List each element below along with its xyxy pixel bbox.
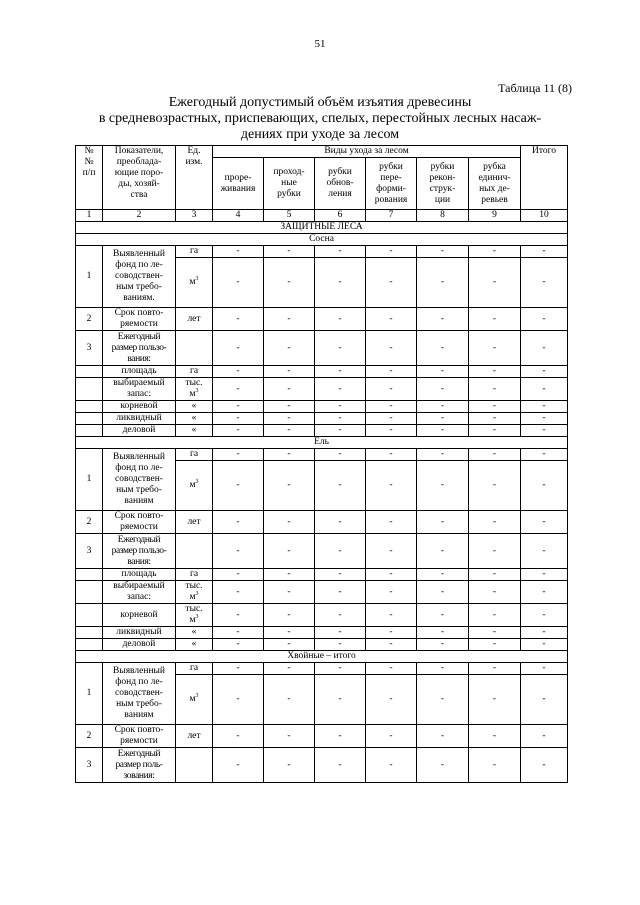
row-label: Ежегодный размер пользо- вания: — [103, 534, 176, 569]
value-cell: - — [417, 401, 469, 413]
value-cell: - — [315, 569, 366, 581]
value-cell: - — [469, 258, 521, 308]
value-cell: - — [366, 569, 417, 581]
value-cell: - — [521, 246, 568, 258]
column-number: 7 — [366, 210, 417, 222]
value-cell: - — [521, 449, 568, 461]
unit-cell — [176, 725, 213, 748]
row-number — [76, 581, 103, 604]
value-cell: - — [315, 413, 366, 425]
row-number — [76, 569, 103, 581]
unit-superscript: 3 — [195, 692, 199, 699]
row-number: 2 — [76, 725, 103, 748]
value-cell: - — [366, 511, 417, 534]
row-number: 2 — [76, 511, 103, 534]
header-total: Итого — [521, 146, 568, 210]
title-line: Ежегодный допустимый объём изъятия древесины — [168, 95, 472, 110]
value-cell: - — [366, 378, 417, 401]
value-cell: - — [213, 675, 264, 725]
value-cell: - — [469, 534, 521, 569]
section-title: ЗАЩИТНЫЕ ЛЕСА — [76, 222, 568, 234]
value-cell: - — [213, 258, 264, 308]
value-cell: - — [417, 331, 469, 366]
table-title — [70, 95, 570, 143]
header-unit: Ед. изм. — [176, 146, 213, 210]
unit-text: « — [191, 639, 197, 649]
unit-text: « — [191, 413, 197, 423]
value-cell: - — [315, 401, 366, 413]
value-cell: - — [213, 413, 264, 425]
unit-text: м — [189, 277, 196, 287]
value-cell: - — [417, 569, 469, 581]
value-cell: - — [469, 308, 521, 331]
value-cell: - — [521, 378, 568, 401]
value-cell: - — [213, 725, 264, 748]
value-cell: - — [366, 675, 417, 725]
value-cell: - — [469, 627, 521, 639]
value-cell: - — [417, 639, 469, 651]
table-row — [76, 725, 568, 748]
row-number: 1 — [76, 246, 103, 308]
data-table — [75, 145, 568, 783]
value-cell: - — [213, 308, 264, 331]
row-label: Срок повто- ряемости — [103, 511, 176, 534]
value-cell: - — [417, 663, 469, 675]
table-row — [76, 604, 568, 627]
row-label: площадь — [103, 366, 176, 378]
page-number: 51 — [314, 38, 326, 50]
unit-cell — [176, 534, 213, 569]
unit-cell — [176, 331, 213, 366]
value-cell: - — [521, 725, 568, 748]
unit-text: га — [189, 663, 199, 673]
header-type: проход- ные рубки — [264, 158, 315, 210]
value-cell: - — [213, 639, 264, 651]
row-number — [76, 378, 103, 401]
value-cell: - — [366, 748, 417, 783]
table-row — [76, 331, 568, 366]
value-cell: - — [315, 366, 366, 378]
unit-text: тыс. м — [185, 581, 203, 602]
value-cell: - — [521, 511, 568, 534]
group-title: Хвойные – итого — [76, 651, 568, 663]
unit-cell — [176, 258, 213, 308]
value-cell: - — [469, 413, 521, 425]
value-cell: - — [264, 748, 315, 783]
table-body — [76, 210, 568, 783]
value-cell: - — [264, 627, 315, 639]
table-row — [76, 308, 568, 331]
group-row — [76, 234, 568, 246]
value-cell: - — [521, 308, 568, 331]
unit-superscript: 3 — [195, 590, 199, 597]
value-cell: - — [264, 331, 315, 366]
value-cell: - — [469, 461, 521, 511]
value-cell: - — [264, 449, 315, 461]
unit-superscript: 3 — [195, 387, 199, 394]
header-indicator: Показатели, преоблада- ющие поро- ды, хозяй- ства — [103, 146, 176, 210]
value-cell: - — [264, 308, 315, 331]
value-cell: - — [366, 331, 417, 366]
unit-cell — [176, 663, 213, 675]
value-cell: - — [469, 449, 521, 461]
column-number: 5 — [264, 210, 315, 222]
value-cell: - — [315, 258, 366, 308]
unit-cell — [176, 511, 213, 534]
unit-cell — [176, 308, 213, 331]
value-cell: - — [213, 581, 264, 604]
unit-text: га — [189, 449, 199, 459]
header-type: рубка единич- ных де- ревьев — [469, 158, 521, 210]
value-cell: - — [213, 378, 264, 401]
table-row — [76, 627, 568, 639]
value-cell: - — [315, 748, 366, 783]
value-cell: - — [366, 413, 417, 425]
value-cell: - — [521, 748, 568, 783]
row-number: 1 — [76, 663, 103, 725]
header-num: № № п/п — [76, 146, 103, 210]
value-cell: - — [521, 258, 568, 308]
value-cell: - — [366, 246, 417, 258]
value-cell: - — [469, 331, 521, 366]
value-cell: - — [264, 534, 315, 569]
row-label: ликвидный — [103, 413, 176, 425]
unit-cell — [176, 246, 213, 258]
value-cell: - — [264, 413, 315, 425]
value-cell: - — [315, 627, 366, 639]
unit-text: лет — [187, 516, 201, 527]
value-cell: - — [366, 401, 417, 413]
row-number: 3 — [76, 534, 103, 569]
value-cell: - — [315, 663, 366, 675]
table-row — [76, 413, 568, 425]
value-cell: - — [264, 366, 315, 378]
unit-text: га — [189, 569, 199, 579]
value-cell: - — [521, 604, 568, 627]
row-number: 2 — [76, 308, 103, 331]
value-cell: - — [469, 425, 521, 437]
value-cell: - — [213, 461, 264, 511]
value-cell: - — [264, 639, 315, 651]
value-cell: - — [366, 627, 417, 639]
value-cell: - — [366, 308, 417, 331]
value-cell: - — [315, 639, 366, 651]
unit-superscript: 3 — [195, 478, 199, 485]
value-cell: - — [366, 366, 417, 378]
row-label: выбираемый запас: — [103, 378, 176, 401]
header-type: рубки обнов- ления — [315, 158, 366, 210]
value-cell: - — [417, 748, 469, 783]
row-label: Срок повто- ряемости — [103, 308, 176, 331]
value-cell: - — [315, 534, 366, 569]
value-cell: - — [521, 581, 568, 604]
column-number: 2 — [103, 210, 176, 222]
value-cell: - — [469, 748, 521, 783]
unit-cell — [176, 748, 213, 783]
column-number: 9 — [469, 210, 521, 222]
value-cell: - — [315, 308, 366, 331]
value-cell: - — [469, 725, 521, 748]
value-cell: - — [315, 725, 366, 748]
unit-cell — [176, 449, 213, 461]
value-cell: - — [315, 461, 366, 511]
column-number: 6 — [315, 210, 366, 222]
group-title: Сосна — [76, 234, 568, 246]
value-cell: - — [213, 331, 264, 366]
column-number: 3 — [176, 210, 213, 222]
value-cell: - — [417, 675, 469, 725]
value-cell: - — [213, 401, 264, 413]
unit-text: га — [189, 366, 199, 376]
value-cell: - — [264, 675, 315, 725]
table-row — [76, 569, 568, 581]
value-cell: - — [264, 425, 315, 437]
value-cell: - — [315, 675, 366, 725]
value-cell: - — [417, 425, 469, 437]
table-row — [76, 449, 568, 461]
row-label: ликвидный — [103, 627, 176, 639]
value-cell: - — [366, 425, 417, 437]
row-number: 3 — [76, 331, 103, 366]
value-cell: - — [213, 627, 264, 639]
row-number: 1 — [76, 449, 103, 511]
value-cell: - — [417, 258, 469, 308]
value-cell: - — [315, 581, 366, 604]
value-cell: - — [213, 569, 264, 581]
value-cell: - — [264, 581, 315, 604]
value-cell: - — [315, 246, 366, 258]
row-number: 3 — [76, 748, 103, 783]
value-cell: - — [213, 366, 264, 378]
unit-cell — [176, 413, 213, 425]
title-line: в средневозрастных, приспевающих, спелых, перестойных лесных насаж- — [98, 111, 542, 126]
value-cell: - — [521, 569, 568, 581]
row-label: площадь — [103, 569, 176, 581]
header-type: прорe- живания — [213, 158, 264, 210]
table-row — [76, 401, 568, 413]
row-number — [76, 627, 103, 639]
value-cell: - — [521, 534, 568, 569]
unit-text: тыс. м — [185, 378, 203, 399]
value-cell: - — [417, 534, 469, 569]
value-cell: - — [366, 725, 417, 748]
value-cell: - — [469, 401, 521, 413]
row-label: Выявленный фонд по ле- соводствен- ным требо- ваниям — [103, 663, 176, 725]
row-label: Ежегодный размер пользо- вания: — [103, 331, 176, 366]
value-cell: - — [264, 461, 315, 511]
unit-cell — [176, 401, 213, 413]
value-cell: - — [521, 461, 568, 511]
value-cell: - — [521, 675, 568, 725]
value-cell: - — [366, 258, 417, 308]
group-row — [76, 651, 568, 663]
table-row — [76, 378, 568, 401]
unit-cell — [176, 366, 213, 378]
value-cell: - — [417, 413, 469, 425]
unit-superscript: 3 — [195, 613, 199, 620]
value-cell: - — [264, 258, 315, 308]
value-cell: - — [264, 511, 315, 534]
unit-cell — [176, 569, 213, 581]
header-type: рубки пере- форми- рования — [366, 158, 417, 210]
value-cell: - — [469, 246, 521, 258]
value-cell: - — [315, 331, 366, 366]
value-cell: - — [366, 449, 417, 461]
value-cell: - — [469, 511, 521, 534]
row-label: выбираемый запас: — [103, 581, 176, 604]
value-cell: - — [264, 378, 315, 401]
unit-cell — [176, 425, 213, 437]
unit-cell — [176, 604, 213, 627]
value-cell: - — [469, 378, 521, 401]
row-number — [76, 413, 103, 425]
value-cell: - — [521, 401, 568, 413]
unit-text: м — [189, 694, 196, 704]
row-number — [76, 639, 103, 651]
unit-cell — [176, 581, 213, 604]
value-cell: - — [469, 366, 521, 378]
value-cell: - — [521, 413, 568, 425]
row-label: Выявленный фонд по ле- соводствен- ным требо- ваниям. — [103, 246, 176, 308]
value-cell: - — [264, 604, 315, 627]
unit-text: тыс. м — [185, 604, 203, 625]
value-cell: - — [521, 366, 568, 378]
value-cell: - — [469, 604, 521, 627]
table-row — [76, 366, 568, 378]
value-cell: - — [417, 246, 469, 258]
unit-text: лет — [187, 313, 201, 324]
unit-cell — [176, 461, 213, 511]
row-number — [76, 425, 103, 437]
table-row — [76, 511, 568, 534]
value-cell: - — [366, 581, 417, 604]
value-cell: - — [264, 663, 315, 675]
unit-cell — [176, 675, 213, 725]
value-cell: - — [469, 675, 521, 725]
row-label: корневой — [103, 401, 176, 413]
value-cell: - — [469, 639, 521, 651]
table-row — [76, 748, 568, 783]
table-row — [76, 639, 568, 651]
table-label: Таблица 11 (8) — [498, 81, 572, 95]
value-cell: - — [469, 663, 521, 675]
value-cell: - — [521, 627, 568, 639]
value-cell: - — [521, 425, 568, 437]
header-type: рубки рекон- струк- ции — [417, 158, 469, 210]
title-line: дениях при уходе за лесом — [240, 127, 400, 142]
column-number: 10 — [521, 210, 568, 222]
row-number — [76, 366, 103, 378]
group-row — [76, 437, 568, 449]
unit-cell — [176, 627, 213, 639]
value-cell: - — [213, 449, 264, 461]
value-cell: - — [417, 366, 469, 378]
value-cell: - — [264, 401, 315, 413]
row-label: корневой — [103, 604, 176, 627]
table-row — [76, 534, 568, 569]
row-number — [76, 604, 103, 627]
value-cell: - — [521, 331, 568, 366]
table-row — [76, 663, 568, 675]
table-row — [76, 246, 568, 258]
value-cell: - — [469, 569, 521, 581]
row-label: Выявленный фонд по ле- соводствен- ным требо- ваниям — [103, 449, 176, 511]
value-cell: - — [264, 569, 315, 581]
row-label: деловой — [103, 425, 176, 437]
unit-cell — [176, 639, 213, 651]
value-cell: - — [366, 639, 417, 651]
table-row — [76, 581, 568, 604]
value-cell: - — [417, 511, 469, 534]
column-number-row — [76, 210, 568, 222]
value-cell: - — [366, 604, 417, 627]
value-cell: - — [417, 378, 469, 401]
value-cell: - — [315, 449, 366, 461]
value-cell: - — [213, 511, 264, 534]
value-cell: - — [366, 663, 417, 675]
table-row — [76, 425, 568, 437]
value-cell: - — [417, 461, 469, 511]
value-cell: - — [417, 581, 469, 604]
value-cell: - — [315, 604, 366, 627]
value-cell: - — [417, 449, 469, 461]
value-cell: - — [213, 663, 264, 675]
row-label: Срок повто- ряемости — [103, 725, 176, 748]
value-cell: - — [264, 725, 315, 748]
value-cell: - — [213, 534, 264, 569]
value-cell: - — [213, 748, 264, 783]
value-cell: - — [315, 511, 366, 534]
row-label: деловой — [103, 639, 176, 651]
unit-text: га — [189, 246, 199, 256]
group-title: Ель — [76, 437, 568, 449]
unit-text: « — [191, 401, 197, 411]
value-cell: - — [469, 581, 521, 604]
value-cell: - — [417, 308, 469, 331]
value-cell: - — [417, 627, 469, 639]
row-label: Ежегодный размер поль- зования: — [103, 748, 176, 783]
column-number: 1 — [76, 210, 103, 222]
value-cell: - — [366, 461, 417, 511]
unit-superscript: 3 — [195, 275, 199, 282]
value-cell: - — [264, 246, 315, 258]
unit-text: лет — [187, 730, 201, 741]
unit-text: м — [189, 480, 196, 490]
value-cell: - — [213, 604, 264, 627]
value-cell: - — [315, 378, 366, 401]
value-cell: - — [213, 246, 264, 258]
unit-text: « — [191, 627, 197, 637]
value-cell: - — [417, 725, 469, 748]
unit-cell — [176, 378, 213, 401]
value-cell: - — [213, 425, 264, 437]
value-cell: - — [417, 604, 469, 627]
value-cell: - — [366, 534, 417, 569]
column-number: 8 — [417, 210, 469, 222]
value-cell: - — [521, 639, 568, 651]
column-number: 4 — [213, 210, 264, 222]
unit-text: « — [191, 425, 197, 435]
value-cell: - — [521, 663, 568, 675]
value-cell: - — [315, 425, 366, 437]
header-types-group: Виды ухода за лесом — [213, 146, 521, 158]
section-row — [76, 222, 568, 234]
row-number — [76, 401, 103, 413]
